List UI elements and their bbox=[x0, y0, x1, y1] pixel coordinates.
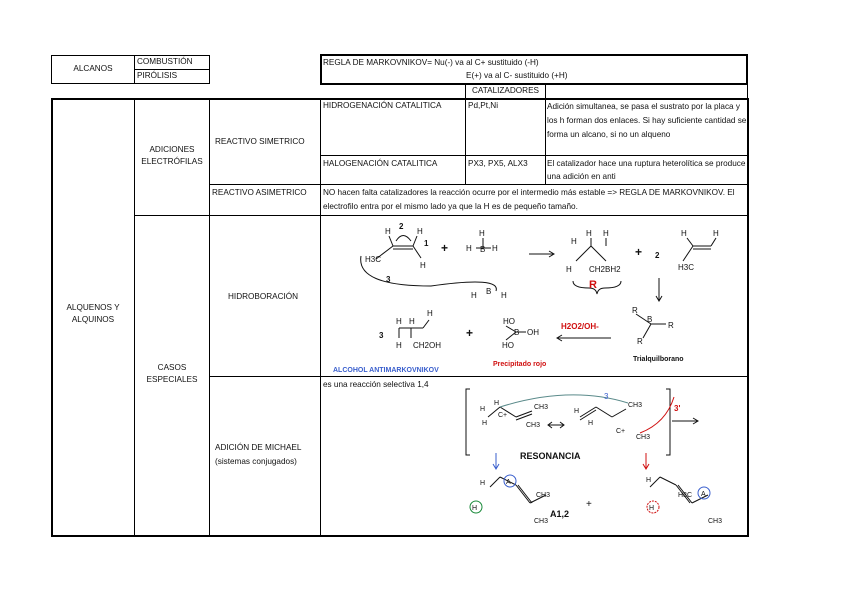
svg-text:H: H bbox=[417, 227, 423, 236]
svg-text:A1,2: A1,2 bbox=[550, 509, 570, 519]
svg-text:3: 3 bbox=[604, 392, 609, 401]
svg-text:H: H bbox=[396, 317, 402, 326]
svg-text:H: H bbox=[409, 317, 415, 326]
hidrogenacion-cat: Pd,Pt,Ni bbox=[468, 101, 499, 110]
svg-text:C+: C+ bbox=[616, 428, 626, 435]
svg-text:H: H bbox=[466, 244, 472, 253]
svg-text:R: R bbox=[632, 306, 638, 315]
svg-text:CH3: CH3 bbox=[536, 492, 551, 499]
svg-text:CH3: CH3 bbox=[708, 518, 723, 525]
michael-diagram bbox=[460, 377, 746, 535]
svg-text:3: 3 bbox=[386, 275, 391, 284]
svg-text:A: A bbox=[506, 479, 511, 486]
svg-text:HO: HO bbox=[502, 341, 514, 350]
casos-label: CASOS ESPECIALES bbox=[146, 363, 198, 384]
group-label: ALQUENOS Y ALQUINOS bbox=[66, 303, 120, 324]
hidrogenacion-label: HIDROGENACIÓN CATALITICA bbox=[323, 101, 442, 110]
svg-text:+: + bbox=[586, 499, 592, 510]
svg-text:CH2BH2: CH2BH2 bbox=[589, 265, 621, 274]
svg-text:OH: OH bbox=[527, 328, 539, 337]
svg-text:H: H bbox=[396, 341, 402, 350]
svg-text:R: R bbox=[637, 337, 643, 346]
svg-text:CH3: CH3 bbox=[636, 434, 651, 441]
svg-text:H3C: H3C bbox=[678, 492, 693, 499]
asimetrico-desc: NO hacen falta catalizadores la reacción ocurre por el intermedio más estable => REGLA DE MARKOVNIKOV. El electrofilo entra por el mismo lado ya que la H es de pequeño tamaño. bbox=[323, 188, 735, 211]
svg-text:CH3: CH3 bbox=[628, 402, 643, 409]
svg-text:H: H bbox=[427, 309, 433, 318]
markovnikov-line1: REGLA DE MARKOVNIKOV= Nu(-) va al C+ sustituido (-H) bbox=[323, 58, 539, 67]
pirolisis-label: PIRÓLISIS bbox=[137, 71, 178, 80]
svg-text:H: H bbox=[586, 229, 592, 238]
svg-text:R: R bbox=[668, 321, 674, 330]
catalizadores-label: CATALIZADORES bbox=[471, 86, 540, 95]
svg-text:H: H bbox=[571, 237, 577, 246]
combustion-label: COMBUSTIÓN bbox=[137, 57, 193, 66]
simetrico-label: REACTIVO SIMETRICO bbox=[215, 137, 305, 146]
svg-text:2: 2 bbox=[399, 222, 404, 231]
svg-text:H: H bbox=[603, 229, 609, 238]
svg-text:HO: HO bbox=[503, 317, 515, 326]
svg-text:H: H bbox=[574, 408, 580, 415]
svg-text:+: + bbox=[441, 241, 449, 255]
alcanos-label: ALCANOS bbox=[73, 64, 113, 73]
svg-text:H: H bbox=[492, 244, 498, 253]
svg-text:B: B bbox=[486, 287, 492, 296]
halogenacion-desc: El catalizador hace una ruptura heterolítica se produce una adición en anti bbox=[547, 159, 746, 181]
svg-text:H: H bbox=[480, 406, 486, 413]
asimetrico-label: REACTIVO ASIMETRICO bbox=[212, 188, 307, 197]
svg-text:C+: C+ bbox=[498, 412, 508, 419]
hidroboracion-label: HIDROBORACIÓN bbox=[228, 292, 299, 301]
svg-text:Precipitado rojo: Precipitado rojo bbox=[493, 361, 547, 368]
svg-text:CH3: CH3 bbox=[526, 422, 541, 429]
svg-text:H: H bbox=[479, 229, 485, 238]
svg-text:H: H bbox=[420, 261, 426, 270]
svg-text:B: B bbox=[514, 328, 520, 337]
markovnikov-line2: E(+) va al C- sustituido (+H) bbox=[466, 71, 568, 80]
svg-text:RESONANCIA: RESONANCIA bbox=[520, 451, 581, 461]
svg-text:3: 3 bbox=[379, 331, 384, 340]
svg-text:H: H bbox=[472, 505, 478, 512]
svg-text:H3C: H3C bbox=[365, 255, 382, 264]
svg-text:B: B bbox=[647, 315, 653, 324]
svg-text:H: H bbox=[566, 265, 572, 274]
svg-text:H: H bbox=[385, 227, 391, 236]
svg-text:2: 2 bbox=[655, 251, 660, 260]
hidrogenacion-desc: Adición simultanea, se pasa el sustrato por la placa y los h forman dos enlaces. Si hay suficiente cantidad se forma un alcano, si no un alqueno bbox=[547, 102, 747, 139]
svg-text:H: H bbox=[480, 480, 486, 487]
michael-note: es una reacción selectiva 1,4 bbox=[323, 380, 429, 389]
svg-text:R: R bbox=[589, 279, 597, 291]
svg-text:CH3: CH3 bbox=[534, 404, 549, 411]
svg-text:H: H bbox=[588, 420, 594, 427]
svg-text:CH2OH: CH2OH bbox=[413, 341, 442, 350]
adiciones-label: ADICIONES ELECTRÓFILAS bbox=[141, 145, 203, 166]
halogenacion-cat: PX3, PX5, ALX3 bbox=[468, 159, 528, 168]
svg-text:ALCOHOL ANTIMARKOVNIKOV: ALCOHOL ANTIMARKOVNIKOV bbox=[333, 367, 439, 374]
svg-text:H: H bbox=[713, 229, 719, 238]
svg-text:+: + bbox=[466, 326, 474, 340]
svg-text:H: H bbox=[494, 400, 500, 407]
header-empty-cell bbox=[545, 84, 748, 99]
svg-text:Trialquilborano: Trialquilborano bbox=[633, 356, 684, 363]
svg-text:H: H bbox=[471, 291, 477, 300]
svg-text:A: A bbox=[701, 491, 706, 498]
halogenacion-label: HALOGENACIÓN CATALITICA bbox=[323, 159, 438, 168]
svg-text:B: B bbox=[480, 245, 486, 254]
hidroboracion-diagram bbox=[321, 216, 748, 376]
svg-text:3': 3' bbox=[674, 404, 681, 413]
svg-text:H: H bbox=[681, 229, 687, 238]
svg-text:1: 1 bbox=[424, 239, 429, 248]
svg-text:H: H bbox=[646, 477, 652, 484]
svg-text:H2O2/OH-: H2O2/OH- bbox=[561, 322, 599, 331]
svg-text:+: + bbox=[635, 245, 643, 259]
svg-text:H: H bbox=[482, 420, 488, 427]
michael-label: ADICIÓN DE MICHAEL bbox=[215, 443, 302, 452]
svg-text:CH3: CH3 bbox=[534, 518, 549, 525]
svg-text:H3C: H3C bbox=[678, 263, 695, 272]
svg-text:H: H bbox=[649, 505, 655, 512]
svg-text:H: H bbox=[501, 291, 507, 300]
michael-sub: (sistemas conjugados) bbox=[215, 457, 297, 466]
